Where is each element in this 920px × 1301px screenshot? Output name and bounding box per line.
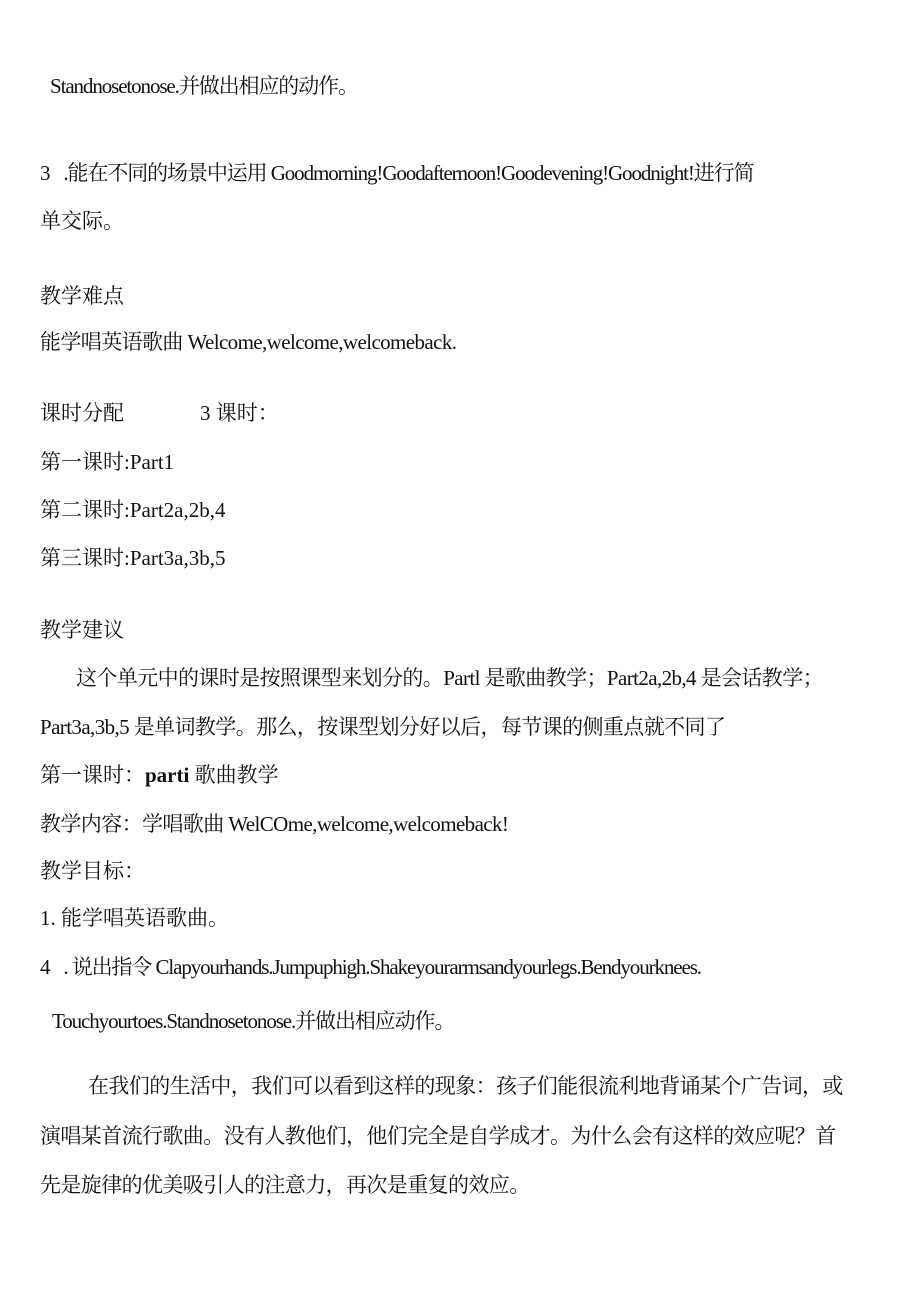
section-heading-suggestions: 教学建议 bbox=[40, 618, 124, 642]
doc-line-5: 能学唱英语歌曲 Welcome,welcome,welcomeback. bbox=[40, 330, 457, 354]
doc-line-6 bbox=[40, 400, 279, 426]
doc-line-20: 演唱某首流行歌曲。没有人教他们，他们完全是自学成才。为什么会有这样的效应呢？首 bbox=[40, 1124, 836, 1148]
text-fragment: 并做出相应的动作。 bbox=[178, 74, 358, 98]
doc-line-1 bbox=[50, 73, 358, 99]
text-fragment: . 说出指令 Clapyourhands.Jumpuphigh.Shakeyourarmsandyourlegs.Bendyourknees. bbox=[63, 955, 701, 979]
doc-line-15: 教学目标： bbox=[40, 859, 145, 883]
doc-line-19: 在我们的生活中，我们可以看到这样的现象：孩子们能很流利地背诵某个广告词，或 bbox=[88, 1074, 843, 1098]
doc-line-16: 1. 能学唱英语歌曲。 bbox=[40, 906, 229, 930]
text-fragment: .能在不同的场景中运用 Goodmorning!Goodafternoon!Goodevening!Goodnight!进行简 bbox=[63, 161, 754, 185]
text-fragment: 3 课时： bbox=[200, 401, 279, 425]
doc-line-21: 先是旋律的优美吸引人的注意力，再次是重复的效应。 bbox=[40, 1173, 530, 1197]
doc-line-13 bbox=[40, 762, 279, 788]
doc-line-11: 这个单元中的课时是按照课型来划分的。Partl 是歌曲教学；Part2a,2b,4 是会话教学； bbox=[76, 666, 824, 690]
doc-line-2 bbox=[40, 160, 754, 186]
list-number: 3 bbox=[40, 161, 50, 185]
doc-line-17 bbox=[40, 954, 701, 980]
doc-line-3: 单交际。 bbox=[40, 209, 124, 233]
doc-line-7: 第一课时:Part1 bbox=[40, 450, 175, 474]
doc-line-18: Touchyourtoes.Standnosetonose.并做出相应动作。 bbox=[52, 1009, 455, 1033]
text-fragment: 歌曲教学 bbox=[194, 763, 279, 787]
text-fragment-bold: parti bbox=[145, 763, 190, 787]
doc-line-8: 第二课时:Part2a,2b,4 bbox=[40, 498, 226, 522]
section-heading-difficulty: 教学难点 bbox=[40, 284, 124, 308]
text-fragment: Standnosetonose. bbox=[50, 74, 179, 98]
text-fragment: 第一课时： bbox=[40, 763, 145, 787]
doc-line-12: Part3a,3b,5 是单词教学。那么，按课型划分好以后，每节课的侧重点就不同了 bbox=[40, 715, 726, 739]
doc-line-9: 第三课时:Part3a,3b,5 bbox=[40, 546, 226, 570]
list-number: 4 bbox=[40, 955, 50, 979]
text-fragment: 课时分配 bbox=[40, 401, 124, 425]
doc-line-14: 教学内容：学唱歌曲 WelCOme,welcome,welcomeback! bbox=[40, 812, 509, 836]
